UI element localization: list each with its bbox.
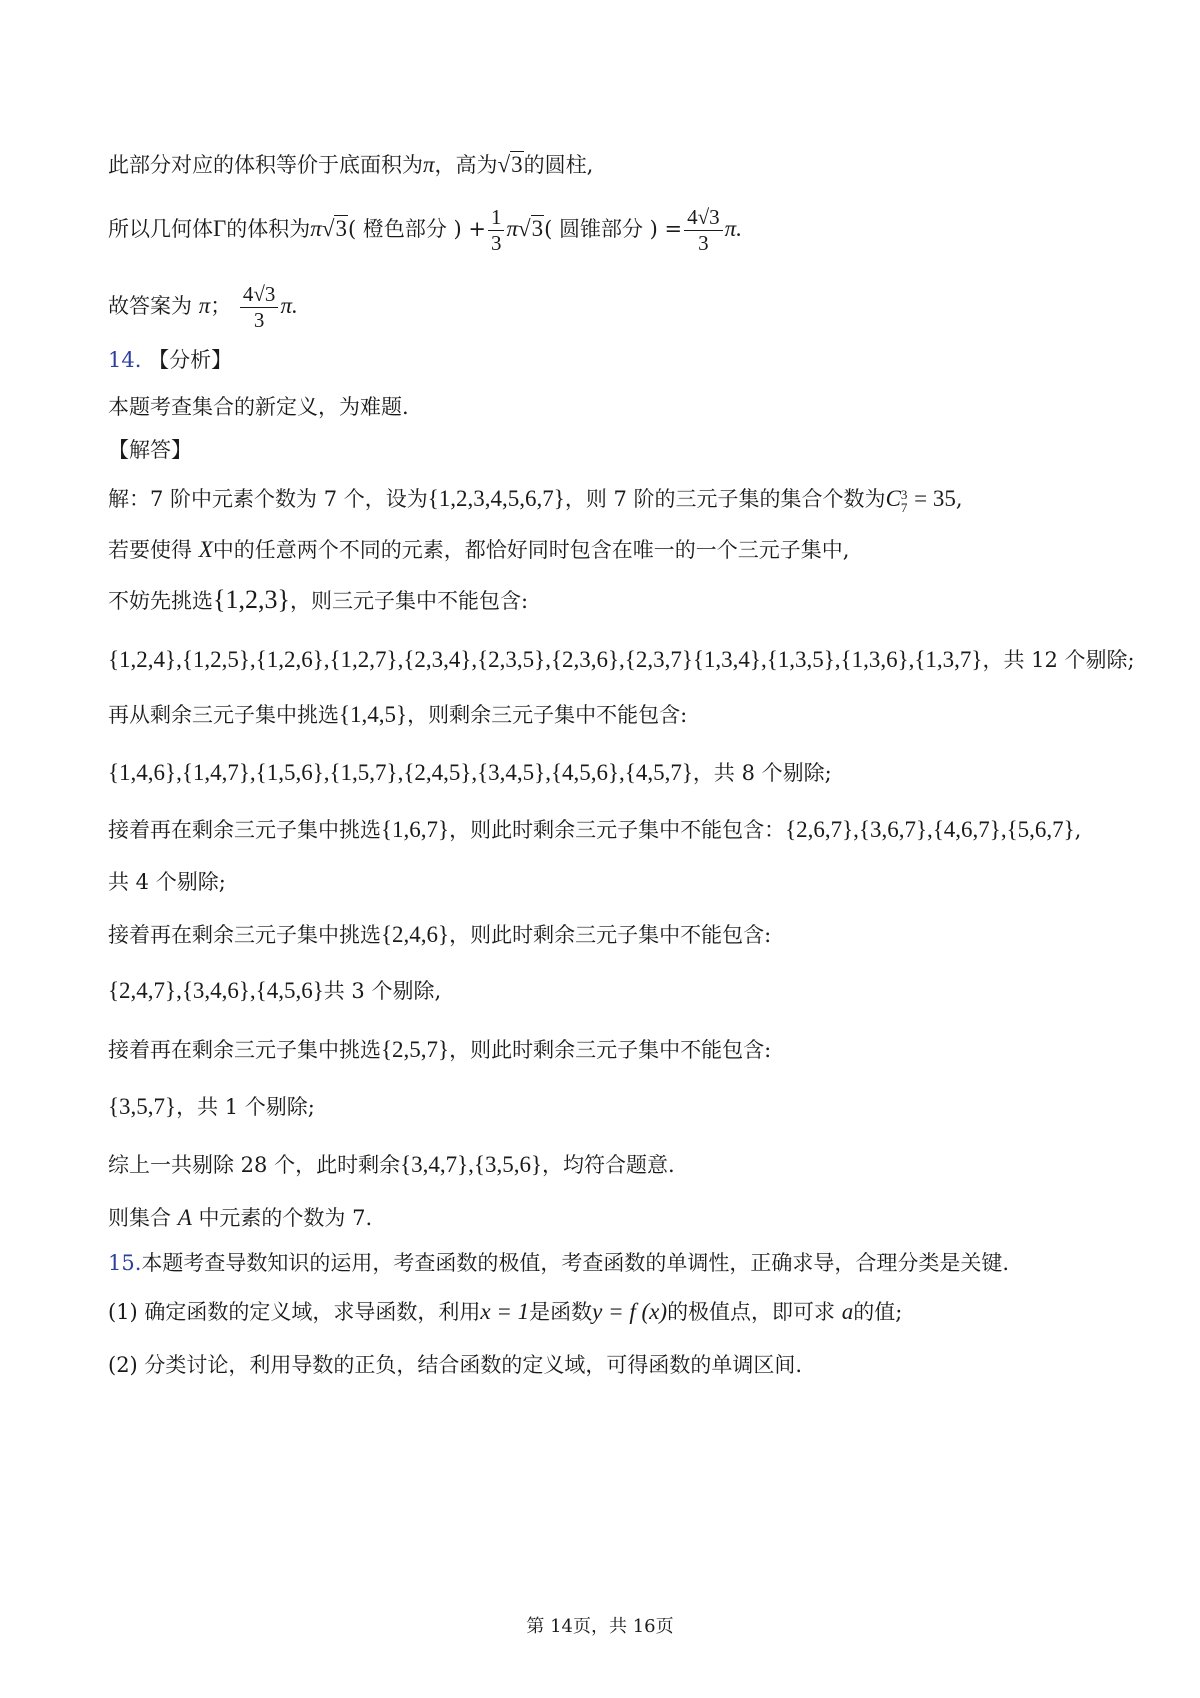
text-line (108, 585, 528, 616)
fraction (684, 205, 723, 256)
math: {1,2,4},{1,2,5},{1,2,6},{1,2,7},{2,3,4},{2,3,5},{2,3,6},{2,3,7}{1,3,4},{1,3,5},{1,3,6},{1,3,7} (108, 647, 983, 672)
math: π (423, 152, 435, 177)
text: 不妨先挑选 (108, 589, 213, 613)
text-line (108, 700, 687, 730)
math: 3 (531, 216, 544, 241)
text: 再从剩余三元子集中挑选 (108, 703, 339, 727)
math: π (506, 216, 518, 241)
text: 本题考查导数知识的运用，考查函数的极值，考查函数的单调性，正确求导，合理分类是关键. (141, 1251, 1010, 1275)
fraction (488, 205, 505, 256)
denominator: 3 (490, 231, 502, 255)
text: 是函数 (529, 1300, 593, 1324)
fraction (240, 282, 279, 333)
math: A (177, 1205, 192, 1230)
text: ，共 12 个剔除; (982, 648, 1135, 672)
math: {2,4,7},{3,4,6},{4,5,6} (108, 978, 324, 1003)
text-line (108, 758, 832, 788)
text-line (108, 1297, 902, 1327)
math: 3 (335, 216, 347, 241)
math: C (885, 486, 901, 511)
text-line (108, 867, 226, 897)
text-line (108, 535, 849, 565)
math: {1,4,6},{1,4,7},{1,5,6},{1,5,7},{2,4,5},{3,4,5},{4,5,6},{4,5,7} (108, 760, 693, 785)
denominator: 3 (698, 231, 709, 255)
text: 若要使得 (108, 538, 192, 562)
text: (1) 确定函数的定义域，求导函数，利用 (108, 1300, 481, 1324)
math: {1,2,3} (213, 585, 290, 614)
math: {1,6,7} (381, 817, 450, 842)
text: ( 橙色部分 ) + (347, 217, 486, 241)
numerator: 4√3 (240, 282, 279, 308)
text-line (108, 282, 298, 333)
text: 的圆柱, (523, 153, 594, 177)
text-line (108, 392, 409, 422)
text-line (108, 205, 742, 256)
text: 中的任意两个不同的元素，都恰好同时包含在唯一的一个三元子集中, (212, 538, 850, 562)
text-line (108, 435, 192, 465)
text: 接着再在剩余三元子集中挑选 (108, 1038, 381, 1062)
text: ，则三元子集中不能包含: (289, 589, 529, 613)
text: ，则此时剩余三元子集中不能包含： (449, 818, 786, 842)
text: 故答案为 (108, 294, 192, 318)
superscript: 3 (900, 486, 908, 502)
text: 则集合 (108, 1206, 171, 1230)
text: ，则剩余三元子集中不能包含: (407, 703, 688, 727)
text: 接着再在剩余三元子集中挑选 (108, 923, 381, 947)
math-sqrt: √3 (518, 216, 544, 241)
math: {1,2,3,4,5,6,7} (427, 486, 565, 511)
section-label: 【分析】 (148, 348, 233, 372)
text-line (108, 1150, 675, 1180)
text: ，共 8 个剔除; (692, 761, 832, 785)
text-line (108, 920, 771, 950)
text: ，高为 (434, 153, 498, 177)
math: π (198, 293, 211, 318)
text-line (108, 645, 1135, 675)
text: 接着再在剩余三元子集中挑选 (108, 818, 381, 842)
page-footer: 第 14页，共 16页 (526, 1616, 674, 1637)
text-line (108, 1035, 771, 1065)
text: ，则 7 阶的三元子集的集合个数为 (564, 487, 886, 511)
text: ，均符合题意. (542, 1153, 675, 1177)
text-line (108, 150, 593, 180)
text: 的值; (853, 1300, 903, 1324)
math: 3 (511, 152, 523, 177)
math: {2,6,7},{3,6,7},{4,6,7},{5,6,7} (785, 817, 1075, 842)
math: π. (280, 293, 298, 318)
subscript: 7 (900, 499, 908, 515)
text: 综上一共剔除 28 个，此时剩余 (108, 1153, 401, 1177)
denominator: 3 (253, 308, 265, 332)
math: {2,5,7} (381, 1037, 450, 1062)
question-number: 14. (108, 348, 142, 372)
text: 中元素的个数为 7. (198, 1206, 373, 1230)
text: ( 圆锥部分 ) = (544, 217, 683, 241)
text: ； (210, 294, 232, 318)
math: {2,4,6} (381, 922, 450, 947)
math: y = f (x) (592, 1299, 668, 1324)
text: 此部分对应的体积等价于底面积为 (108, 153, 423, 177)
text: , (1074, 818, 1082, 842)
text: , (955, 487, 963, 511)
text: 所以几何体 (108, 217, 213, 241)
text-line (108, 484, 963, 514)
text: (2) 分类讨论，利用导数的正负，结合函数的定义域，可得函数的单调区间. (108, 1353, 803, 1377)
text-line (108, 1350, 802, 1380)
math-sqrt: √3 (321, 216, 347, 241)
text: 共 4 个剔除; (108, 870, 226, 894)
text: 的体积为 (226, 217, 311, 241)
math: Γ (213, 216, 227, 241)
math-sqrt: √3 (497, 152, 523, 177)
text-line (108, 1203, 372, 1233)
text-line (108, 1092, 315, 1122)
text: ，则此时剩余三元子集中不能包含: (449, 1038, 772, 1062)
numerator: 1 (488, 205, 505, 231)
math: {3,4,7},{3,5,6} (400, 1152, 542, 1177)
text: ，则此时剩余三元子集中不能包含: (449, 923, 772, 947)
math: π. (724, 216, 742, 241)
math: {1,4,5} (339, 702, 408, 727)
math: π (310, 216, 322, 241)
question-number: 15. (108, 1251, 142, 1275)
text: 解：7 阶中元素个数为 7 个，设为 (108, 487, 428, 511)
math: = 35 (914, 486, 956, 511)
numerator: 4√3 (684, 205, 723, 231)
text-line (108, 976, 441, 1006)
math: {3,5,7} (108, 1094, 177, 1119)
text: 共 3 个剔除, (323, 979, 442, 1003)
text: ，共 1 个剔除; (176, 1095, 315, 1119)
math: X (198, 537, 213, 562)
section-label: 【解答】 (108, 438, 192, 462)
text: 本题考查集合的新定义，为难题. (108, 395, 409, 419)
question-15-header (108, 1248, 1009, 1278)
question-14-header (108, 345, 232, 375)
text: 的极值点，即可求 (667, 1300, 836, 1324)
math: a (841, 1299, 854, 1324)
math: x = 1 (480, 1299, 530, 1324)
text-line (108, 815, 1081, 845)
